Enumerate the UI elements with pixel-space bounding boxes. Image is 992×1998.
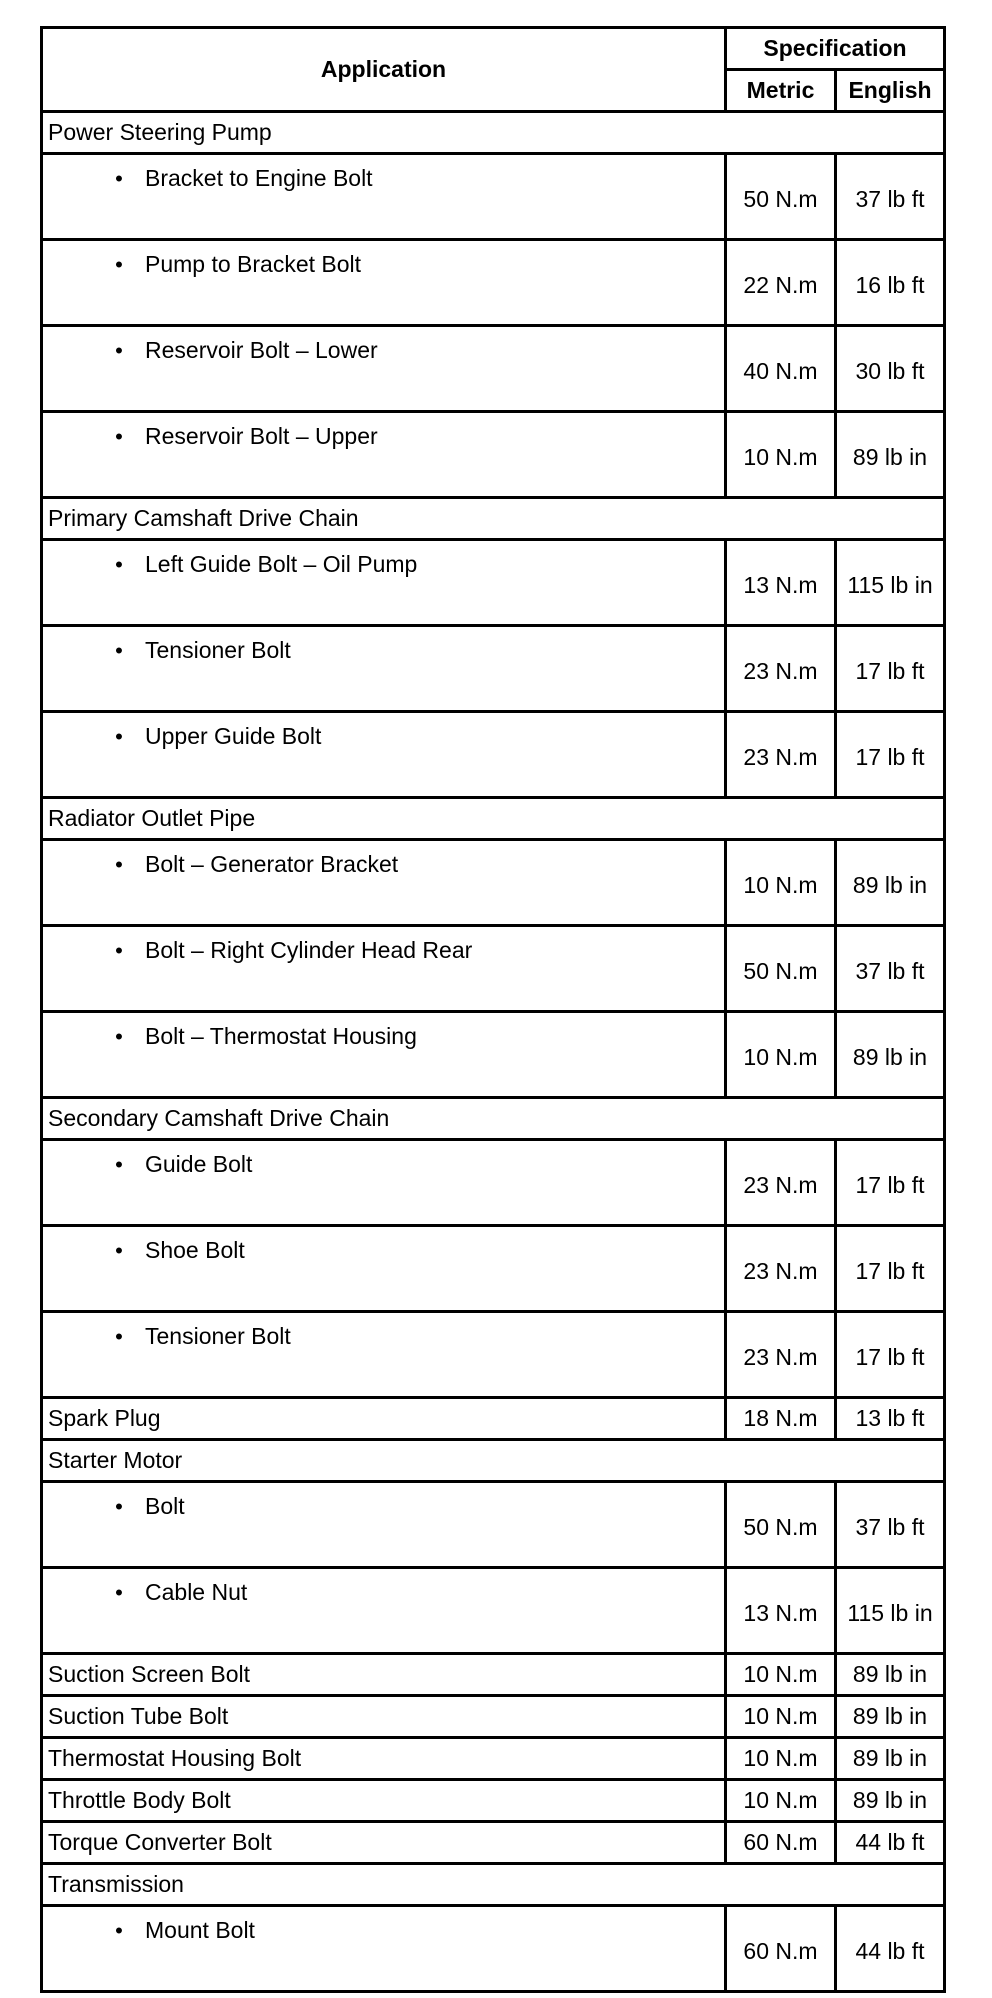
bullet-icon: • <box>115 338 123 363</box>
bullet-icon: • <box>115 1580 123 1605</box>
table-row <box>42 1738 945 1780</box>
table-row <box>42 1906 945 1992</box>
metric-value: 23 N.m <box>726 712 836 798</box>
english-value: 17 lb ft <box>836 626 945 712</box>
bullet-icon: • <box>115 1024 123 1049</box>
section-label: Primary Camshaft Drive Chain <box>42 498 945 540</box>
section-row <box>42 498 945 540</box>
application-label: Pump to Bracket Bolt <box>145 251 362 277</box>
application-label: Reservoir Bolt – Upper <box>145 423 378 449</box>
section-label: Secondary Camshaft Drive Chain <box>42 1098 945 1140</box>
english-value: 89 lb in <box>836 412 945 498</box>
bullet-icon: • <box>115 1324 123 1349</box>
bullet-icon: • <box>115 252 123 277</box>
application-label: Thermostat Housing Bolt <box>48 1745 302 1771</box>
header-specification: Specification <box>726 28 945 70</box>
bullet-icon: • <box>115 1152 123 1177</box>
application-label: Bolt – Right Cylinder Head Rear <box>145 937 473 963</box>
metric-value: 60 N.m <box>726 1906 836 1992</box>
application-label: Bolt – Thermostat Housing <box>145 1023 417 1049</box>
english-value: 37 lb ft <box>836 1482 945 1568</box>
application-cell <box>42 1780 726 1822</box>
bullet-icon: • <box>115 938 123 963</box>
english-value: 17 lb ft <box>836 1140 945 1226</box>
metric-value: 23 N.m <box>726 1140 836 1226</box>
english-value: 89 lb in <box>836 1012 945 1098</box>
application-label: Tensioner Bolt <box>145 637 291 663</box>
english-value: 17 lb ft <box>836 712 945 798</box>
english-value: 37 lb ft <box>836 926 945 1012</box>
bullet-icon: • <box>115 552 123 577</box>
metric-value: 40 N.m <box>726 326 836 412</box>
application-cell <box>42 712 726 798</box>
english-value: 37 lb ft <box>836 154 945 240</box>
english-value: 115 lb in <box>836 1568 945 1654</box>
english-value: 115 lb in <box>836 540 945 626</box>
english-value: 30 lb ft <box>836 326 945 412</box>
application-label: Bolt <box>145 1493 185 1519</box>
metric-value: 22 N.m <box>726 240 836 326</box>
bullet-icon: • <box>115 638 123 663</box>
table-row <box>42 1654 945 1696</box>
metric-value: 50 N.m <box>726 1482 836 1568</box>
english-value: 13 lb ft <box>836 1398 945 1440</box>
table-row <box>42 1822 945 1864</box>
torque-spec-table <box>40 26 946 1993</box>
application-cell <box>42 412 726 498</box>
section-label: Transmission <box>42 1864 945 1906</box>
application-cell <box>42 1398 726 1440</box>
application-label: Shoe Bolt <box>145 1237 245 1263</box>
table-row <box>42 1568 945 1654</box>
bullet-icon: • <box>115 1238 123 1263</box>
application-label: Spark Plug <box>48 1405 161 1431</box>
metric-value: 18 N.m <box>726 1398 836 1440</box>
table-row <box>42 240 945 326</box>
english-value: 44 lb ft <box>836 1822 945 1864</box>
english-value: 44 lb ft <box>836 1906 945 1992</box>
application-cell <box>42 240 726 326</box>
application-label: Guide Bolt <box>145 1151 253 1177</box>
section-row <box>42 1098 945 1140</box>
bullet-icon: • <box>115 166 123 191</box>
section-label: Power Steering Pump <box>42 112 945 154</box>
metric-value: 23 N.m <box>726 1312 836 1398</box>
metric-value: 10 N.m <box>726 412 836 498</box>
application-cell <box>42 840 726 926</box>
table-row <box>42 1696 945 1738</box>
section-row <box>42 1440 945 1482</box>
section-row <box>42 1864 945 1906</box>
english-value: 17 lb ft <box>836 1226 945 1312</box>
application-label: Left Guide Bolt – Oil Pump <box>145 551 418 577</box>
metric-value: 13 N.m <box>726 540 836 626</box>
metric-value: 50 N.m <box>726 154 836 240</box>
application-cell <box>42 1696 726 1738</box>
table-row <box>42 1140 945 1226</box>
english-value: 16 lb ft <box>836 240 945 326</box>
bullet-icon: • <box>115 1918 123 1943</box>
metric-value: 23 N.m <box>726 1226 836 1312</box>
application-cell <box>42 1568 726 1654</box>
application-label: Suction Screen Bolt <box>48 1661 251 1687</box>
english-value: 89 lb in <box>836 1654 945 1696</box>
table-row <box>42 540 945 626</box>
application-label: Upper Guide Bolt <box>145 723 322 749</box>
application-cell <box>42 626 726 712</box>
english-value: 17 lb ft <box>836 1312 945 1398</box>
application-cell <box>42 1140 726 1226</box>
application-cell <box>42 1482 726 1568</box>
metric-value: 10 N.m <box>726 1738 836 1780</box>
metric-value: 23 N.m <box>726 626 836 712</box>
section-label: Radiator Outlet Pipe <box>42 798 945 840</box>
table-row <box>42 1012 945 1098</box>
application-cell <box>42 540 726 626</box>
english-value: 89 lb in <box>836 1738 945 1780</box>
table-row <box>42 1482 945 1568</box>
application-label: Cable Nut <box>145 1579 248 1605</box>
application-cell <box>42 1312 726 1398</box>
section-row <box>42 112 945 154</box>
application-cell <box>42 1226 726 1312</box>
bullet-icon: • <box>115 424 123 449</box>
bullet-icon: • <box>115 724 123 749</box>
table-row <box>42 1226 945 1312</box>
metric-value: 60 N.m <box>726 1822 836 1864</box>
table-row <box>42 154 945 240</box>
application-label: Throttle Body Bolt <box>48 1787 231 1813</box>
metric-value: 10 N.m <box>726 1780 836 1822</box>
table-row <box>42 926 945 1012</box>
header-english: English <box>836 70 945 112</box>
application-label: Reservoir Bolt – Lower <box>145 337 378 363</box>
application-cell <box>42 154 726 240</box>
application-cell <box>42 1822 726 1864</box>
application-label: Torque Converter Bolt <box>48 1829 272 1855</box>
application-cell <box>42 1012 726 1098</box>
table-row <box>42 840 945 926</box>
application-label: Bolt – Generator Bracket <box>145 851 399 877</box>
table-body <box>42 112 945 1992</box>
application-label: Bracket to Engine Bolt <box>145 165 373 191</box>
metric-value: 50 N.m <box>726 926 836 1012</box>
metric-value: 10 N.m <box>726 1654 836 1696</box>
table-row <box>42 626 945 712</box>
table-row <box>42 326 945 412</box>
metric-value: 13 N.m <box>726 1568 836 1654</box>
bullet-icon: • <box>115 852 123 877</box>
application-label: Suction Tube Bolt <box>48 1703 229 1729</box>
english-value: 89 lb in <box>836 840 945 926</box>
application-cell <box>42 926 726 1012</box>
table-row <box>42 1780 945 1822</box>
table-row <box>42 1312 945 1398</box>
application-cell <box>42 326 726 412</box>
section-row <box>42 798 945 840</box>
application-cell <box>42 1654 726 1696</box>
application-cell <box>42 1906 726 1992</box>
metric-value: 10 N.m <box>726 1012 836 1098</box>
metric-value: 10 N.m <box>726 840 836 926</box>
application-label: Tensioner Bolt <box>145 1323 291 1349</box>
english-value: 89 lb in <box>836 1780 945 1822</box>
metric-value: 10 N.m <box>726 1696 836 1738</box>
header-application: Application <box>42 28 726 112</box>
application-cell <box>42 1738 726 1780</box>
table-row <box>42 712 945 798</box>
table-row <box>42 1398 945 1440</box>
application-label: Mount Bolt <box>145 1917 255 1943</box>
header-metric: Metric <box>726 70 836 112</box>
bullet-icon: • <box>115 1494 123 1519</box>
table-row <box>42 412 945 498</box>
section-label: Starter Motor <box>42 1440 945 1482</box>
english-value: 89 lb in <box>836 1696 945 1738</box>
